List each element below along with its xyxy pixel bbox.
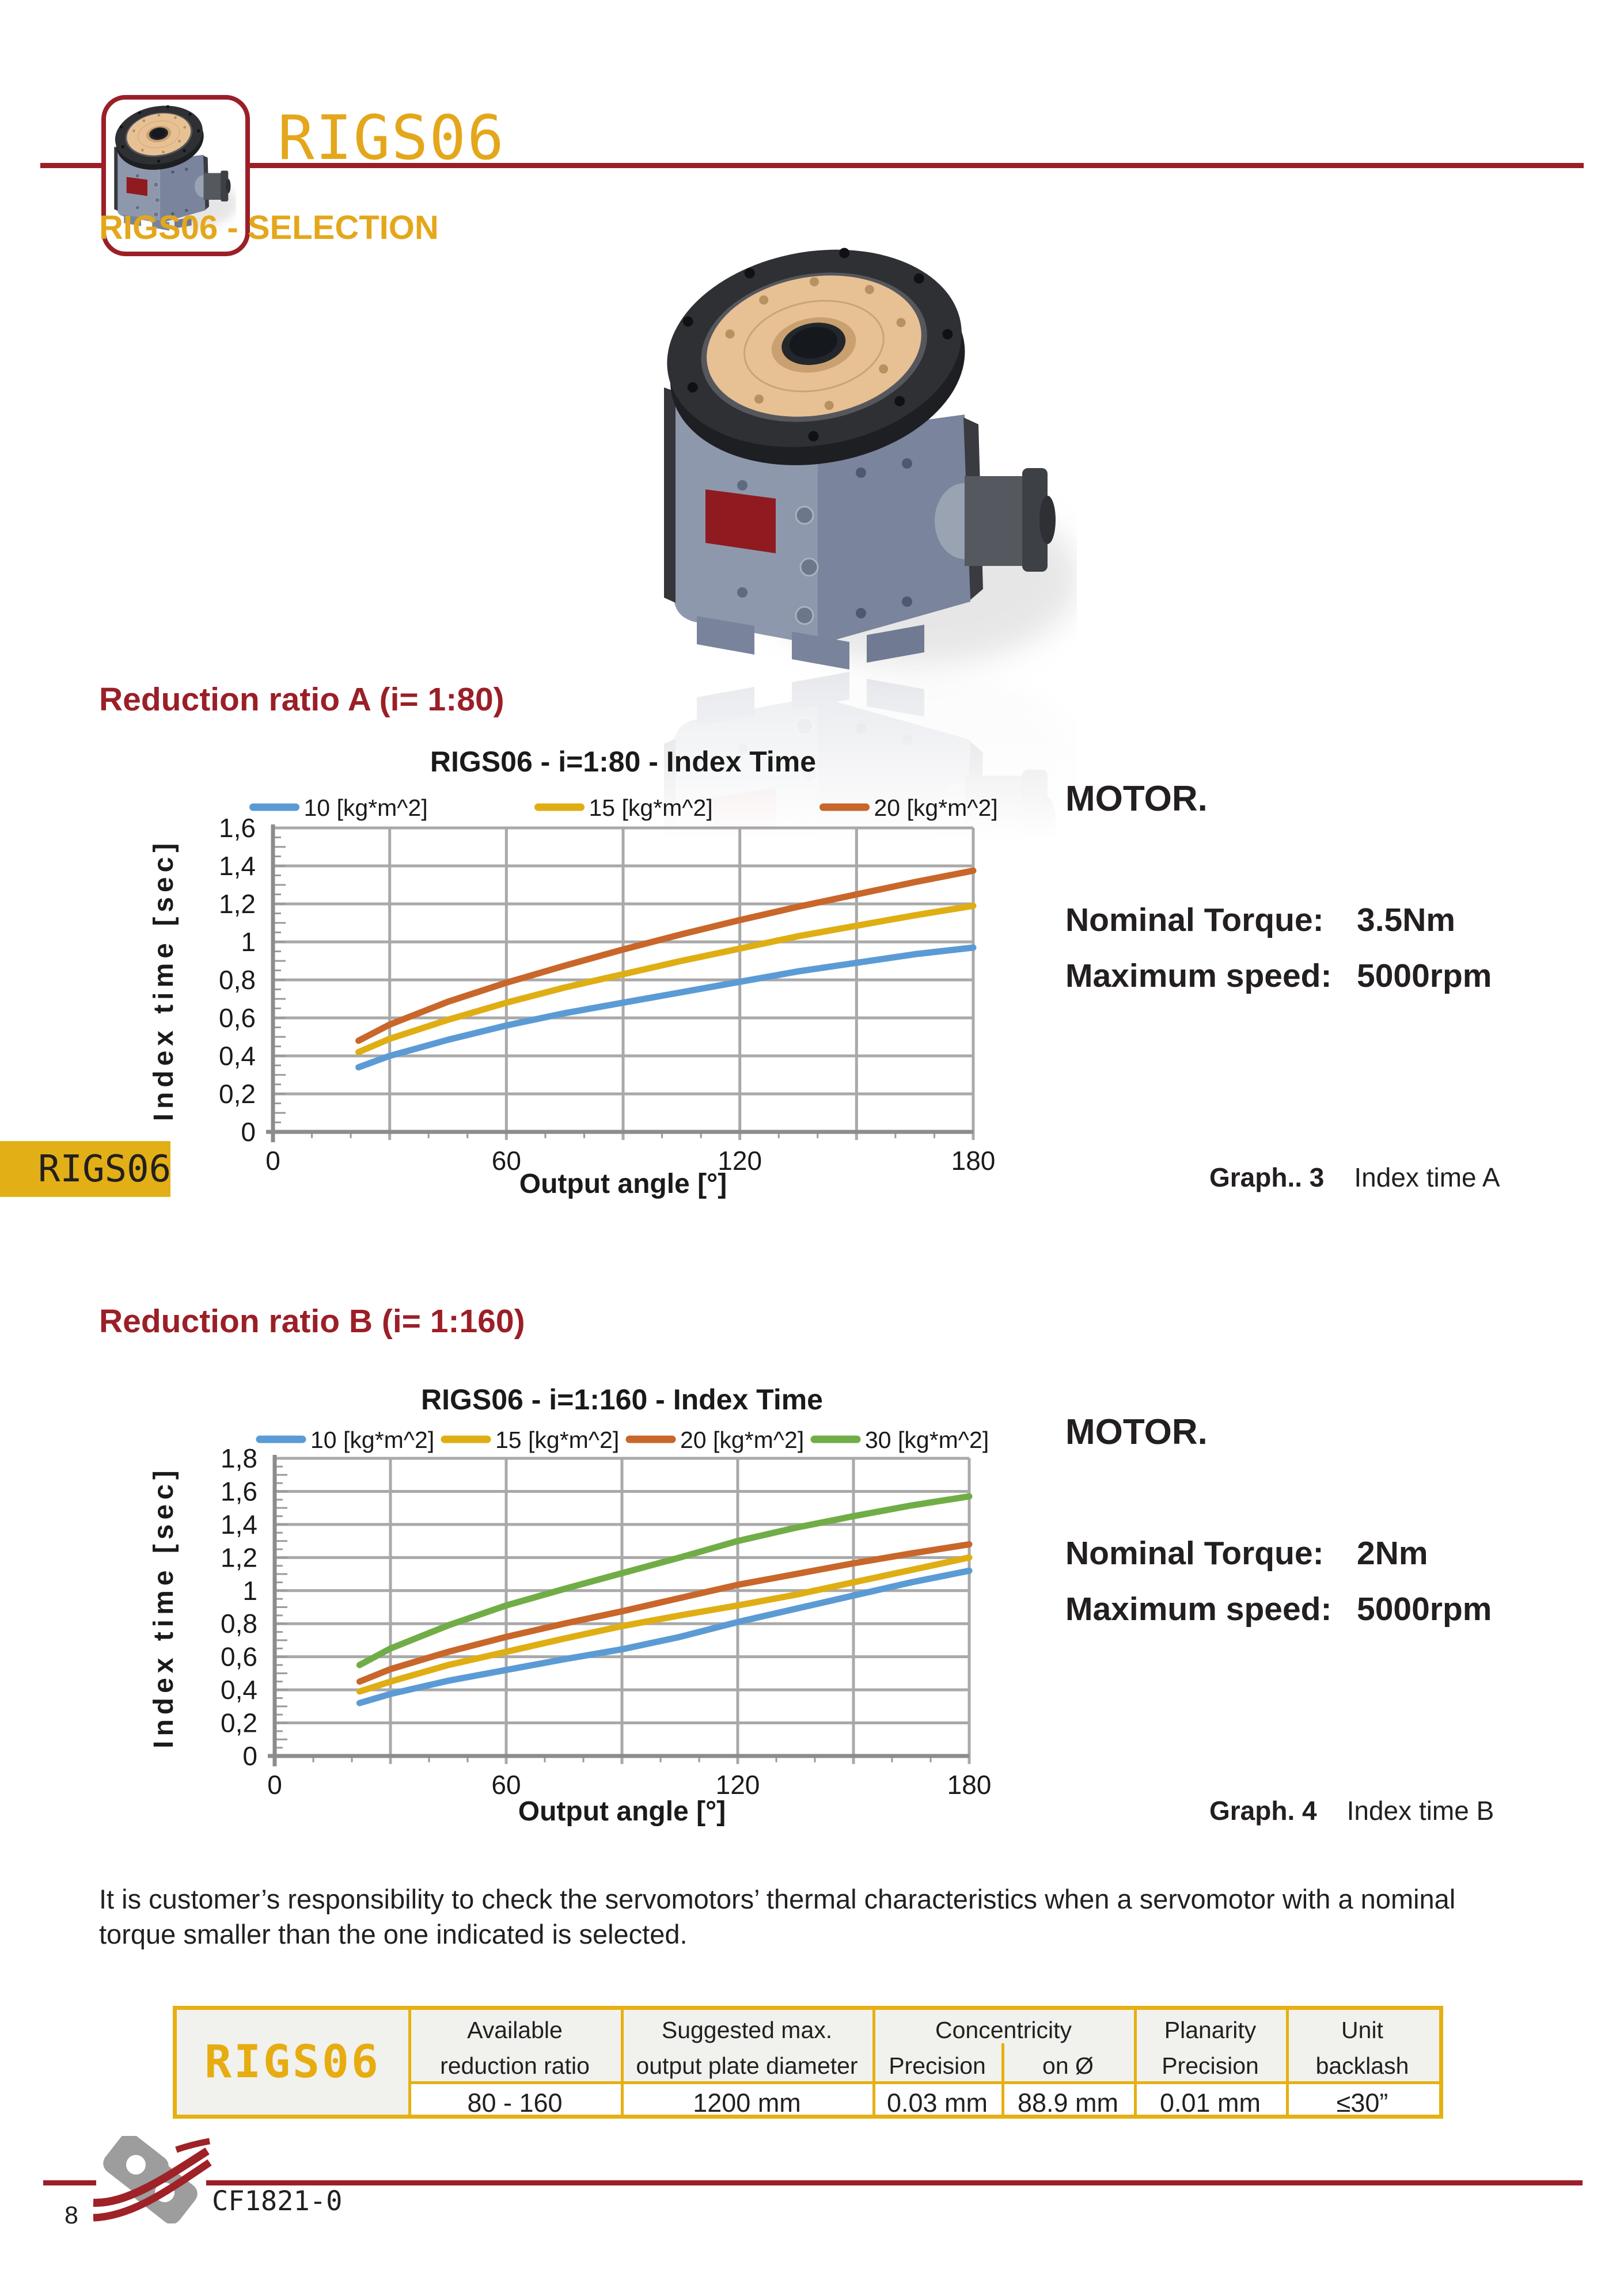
svg-text:0,6: 0,6: [221, 1641, 257, 1672]
page-title: RIGS06: [278, 102, 505, 173]
svg-text:Index time [sec]: Index time [sec]: [149, 838, 179, 1122]
svg-text:180: 180: [947, 1770, 992, 1800]
spec-col5-header-line2: Precision: [1162, 2052, 1259, 2079]
spec-table: [173, 2006, 1443, 2119]
svg-text:120: 120: [718, 1146, 762, 1176]
side-tab-rigs06: [0, 1141, 170, 1197]
svg-text:10 [kg*m^2]: 10 [kg*m^2]: [303, 795, 428, 821]
motor-a-speed-value: 5000rpm: [1357, 957, 1492, 994]
graph-a-caption-text: Index time A: [1354, 1162, 1500, 1192]
motor-b-row-torque: [1065, 1534, 1428, 1590]
section-title: RIGS06 - SELECTION: [99, 209, 439, 246]
footer-rule-right: [206, 2180, 1583, 2185]
spec-product-label: RIGS06: [204, 2036, 381, 2088]
spec-col1-header-line1: Available: [467, 2017, 563, 2043]
svg-text:15 [kg*m^2]: 15 [kg*m^2]: [589, 795, 713, 821]
spec-col5-header-line1: Planarity: [1164, 2017, 1257, 2043]
motor-b-torque-label: Nominal Torque:: [1065, 1535, 1324, 1572]
spec-on-diameter-header: on Ø: [1042, 2052, 1094, 2079]
motor-a-torque-value: 3.5Nm: [1357, 902, 1456, 938]
company-logo: [90, 2136, 212, 2223]
graph-b-caption-text: Index time B: [1346, 1796, 1494, 1826]
page-number: 8: [64, 2202, 78, 2229]
spec-col6-value: ≤30”: [1336, 2088, 1388, 2118]
section-a-heading: Reduction ratio A (i= 1:80): [99, 681, 504, 718]
motor-a-torque-label: Nominal Torque:: [1065, 902, 1324, 938]
side-tab-label: RIGS06: [38, 1147, 172, 1191]
motor-a-row-torque: [1065, 901, 1456, 957]
motor-b-speed-label: Maximum speed:: [1065, 1591, 1332, 1628]
graph-a-caption: [1209, 1162, 1500, 1193]
section-b-heading: Reduction ratio B (i= 1:160): [99, 1303, 525, 1340]
motor-a-row-speed: [1065, 957, 1492, 1013]
graph-a-caption-number: Graph.. 3: [1209, 1162, 1325, 1192]
spec-col1-header-line2: reduction ratio: [440, 2052, 590, 2079]
svg-text:0,6: 0,6: [219, 1003, 256, 1033]
svg-text:1,4: 1,4: [221, 1509, 257, 1539]
svg-text:0: 0: [241, 1117, 256, 1147]
svg-text:30 [kg*m^2]: 30 [kg*m^2]: [865, 1427, 989, 1453]
svg-text:20 [kg*m^2]: 20 [kg*m^2]: [680, 1427, 805, 1453]
svg-text:60: 60: [491, 1770, 521, 1800]
svg-text:0,4: 0,4: [219, 1041, 256, 1071]
svg-text:1,2: 1,2: [221, 1542, 257, 1573]
svg-text:1: 1: [242, 1575, 257, 1606]
svg-text:0,8: 0,8: [221, 1609, 257, 1639]
motor-a-speed-label: Maximum speed:: [1065, 957, 1332, 994]
svg-text:180: 180: [951, 1146, 996, 1176]
spec-precision-header: Precision: [889, 2052, 986, 2079]
motor-b-row-speed: [1065, 1590, 1492, 1646]
svg-text:0,8: 0,8: [219, 965, 256, 995]
footer-rule-left: [43, 2180, 96, 2185]
motor-block-a: [1065, 778, 1492, 1013]
svg-text:1,2: 1,2: [219, 889, 256, 919]
header-rule: [40, 163, 1584, 168]
motor-block-b: [1065, 1412, 1492, 1646]
note-paragraph: It is customer’s responsibility to check the servomotors’ thermal characteristics when a servomotor with a nominal torque smaller than the one indicated is selected.: [99, 1884, 1456, 1949]
svg-text:0,2: 0,2: [219, 1079, 256, 1109]
spec-col5-value: 0.01 mm: [1159, 2088, 1261, 2118]
svg-text:120: 120: [715, 1770, 760, 1800]
index-time-chart-a: [127, 743, 1025, 1249]
svg-text:RIGS06 - i=1:160 - Index Tim: RIGS06 - i=1:160 - Index Time: [421, 1383, 823, 1416]
svg-text:0: 0: [242, 1741, 257, 1771]
svg-text:1,8: 1,8: [221, 1443, 257, 1473]
spec-on-diameter-value: 88.9 mm: [1017, 2088, 1119, 2118]
spec-col2-header-line2: output plate diameter: [636, 2052, 858, 2079]
svg-text:1,6: 1,6: [221, 1476, 257, 1507]
svg-text:10 [kg*m^2]: 10 [kg*m^2]: [310, 1427, 435, 1453]
motor-b-title: MOTOR.: [1065, 1412, 1208, 1452]
svg-text:0: 0: [265, 1146, 280, 1176]
spec-col1-value: 80 - 160: [467, 2088, 563, 2118]
graph-b-caption-number: Graph. 4: [1209, 1796, 1317, 1826]
spec-product-cell: [177, 2010, 408, 2115]
spec-header-divider: [408, 2081, 1439, 2084]
spec-col6-header-line1: Unit: [1341, 2017, 1383, 2043]
svg-text:Index time [sec]: Index time [sec]: [149, 1466, 179, 1748]
svg-text:Output angle [°]: Output angle [°]: [518, 1796, 726, 1827]
index-time-chart-b: [127, 1376, 1025, 1911]
spec-concentricity-header: Concentricity: [935, 2017, 1072, 2043]
motor-b-speed-value: 5000rpm: [1357, 1591, 1492, 1628]
svg-text:15 [kg*m^2]: 15 [kg*m^2]: [495, 1427, 620, 1453]
svg-text:Output angle [°]: Output angle [°]: [519, 1169, 727, 1199]
spec-col2-value: 1200 mm: [693, 2088, 801, 2118]
spec-precision-value: 0.03 mm: [886, 2088, 988, 2118]
motor-b-torque-value: 2Nm: [1357, 1535, 1428, 1572]
svg-text:RIGS06 - i=1:80 - Index Time: RIGS06 - i=1:80 - Index Time: [430, 746, 817, 778]
document-code: CF1821-0: [212, 2185, 343, 2217]
svg-text:0: 0: [267, 1770, 282, 1800]
motor-a-title: MOTOR.: [1065, 779, 1208, 819]
svg-text:0,2: 0,2: [221, 1708, 257, 1738]
spec-col2-header-line1: Suggested max.: [661, 2017, 833, 2043]
svg-text:1: 1: [241, 927, 256, 957]
svg-text:20 [kg*m^2]: 20 [kg*m^2]: [874, 795, 998, 821]
svg-text:60: 60: [491, 1146, 521, 1176]
svg-text:1,6: 1,6: [219, 813, 256, 843]
spec-col6-header-line2: backlash: [1315, 2052, 1409, 2079]
svg-text:0,4: 0,4: [221, 1675, 257, 1705]
graph-b-caption: [1209, 1795, 1494, 1826]
svg-text:1,4: 1,4: [219, 851, 256, 881]
